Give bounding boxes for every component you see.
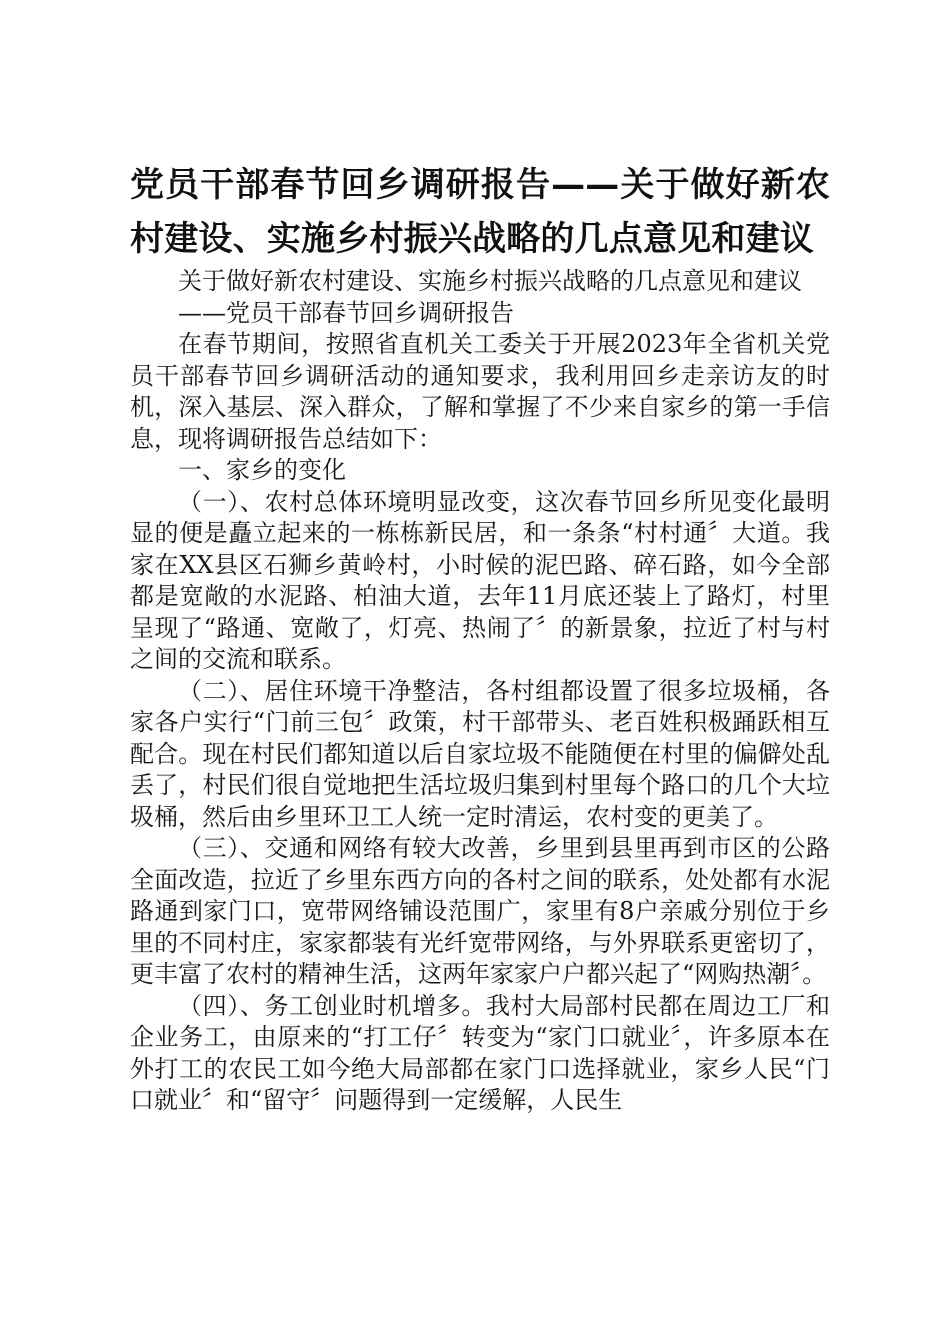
item-paragraph-2: （二）、居住环境干净整洁，各村组都设置了很多垃圾桶，各家各户实行“门前三包〞政策，村干部带头、老百姓积极踊跃相互配合。现在村民们都知道以后自家垃圾不能随便在村里的偏僻处乱丢了，村民们很自觉地把生活垃圾归集到村里每个路口的几个大垃圾桶，然后由乡里环卫工人统一定时清运，农村变的更美了。: [130, 676, 830, 831]
document-content: [130, 158, 830, 1117]
item-paragraph-4: （四）、务工创业时机增多。我村大局部村民都在周边工厂和企业务工，由原来的“打工仔〞转变为“家门口就业〞，许多原本在外打工的农民工如今绝大局部都在家门口选择就业，家乡人民“门口就业〞和“留守〞问题得到一定缓解，人民生: [130, 991, 830, 1114]
document-body: [130, 266, 830, 1117]
intro-paragraph: 在春节期间，按照省直机关工委关于开展2023年全省机关党员干部春节回乡调研活动的通知要求，我利用回乡走亲访友的时机，深入基层、深入群众，了解和掌握了不少来自家乡的第一手信息，现将调研报告总结如下：: [130, 330, 830, 453]
section-heading: 一、家乡的变化: [178, 456, 346, 484]
subtitle-line-1: 关于做好新农村建设、实施乡村振兴战略的几点意见和建议: [178, 267, 802, 295]
item-paragraph-3: （三）、交通和网络有较大改善，乡里到县里再到市区的公路全面改造，拉近了乡里东西方向的各村之间的联系，处处都有水泥路通到家门口，宽带网络铺设范围广，家里有8户亲戚分别位于乡里的不同村庄，家家都装有光纤宽带网络，与外界联系更密切了，更丰富了农村的精神生活，这两年家家户户都兴起了“网购热潮〞。: [130, 834, 830, 988]
document-title: 党员干部春节回乡调研报告——关于做好新农村建设、实施乡村振兴战略的几点意见和建议: [130, 165, 830, 259]
subtitle-line-2: ——党员干部春节回乡调研报告: [178, 298, 514, 327]
item-paragraph-1: （一）、农村总体环境明显改变，这次春节回乡所见变化最明显的便是矗立起来的一栋栋新民居，和一条条“村村通〞大道。我家在XX县区石狮乡黄岭村，小时候的泥巴路、碎石路，如今全部都是宽敞的水泥路、柏油大道，去年11月底还装上了路灯，村里呈现了“路通、宽敞了，灯亮、热闹了〞的新景象，拉近了村与村之间的交流和联系。: [130, 487, 830, 673]
